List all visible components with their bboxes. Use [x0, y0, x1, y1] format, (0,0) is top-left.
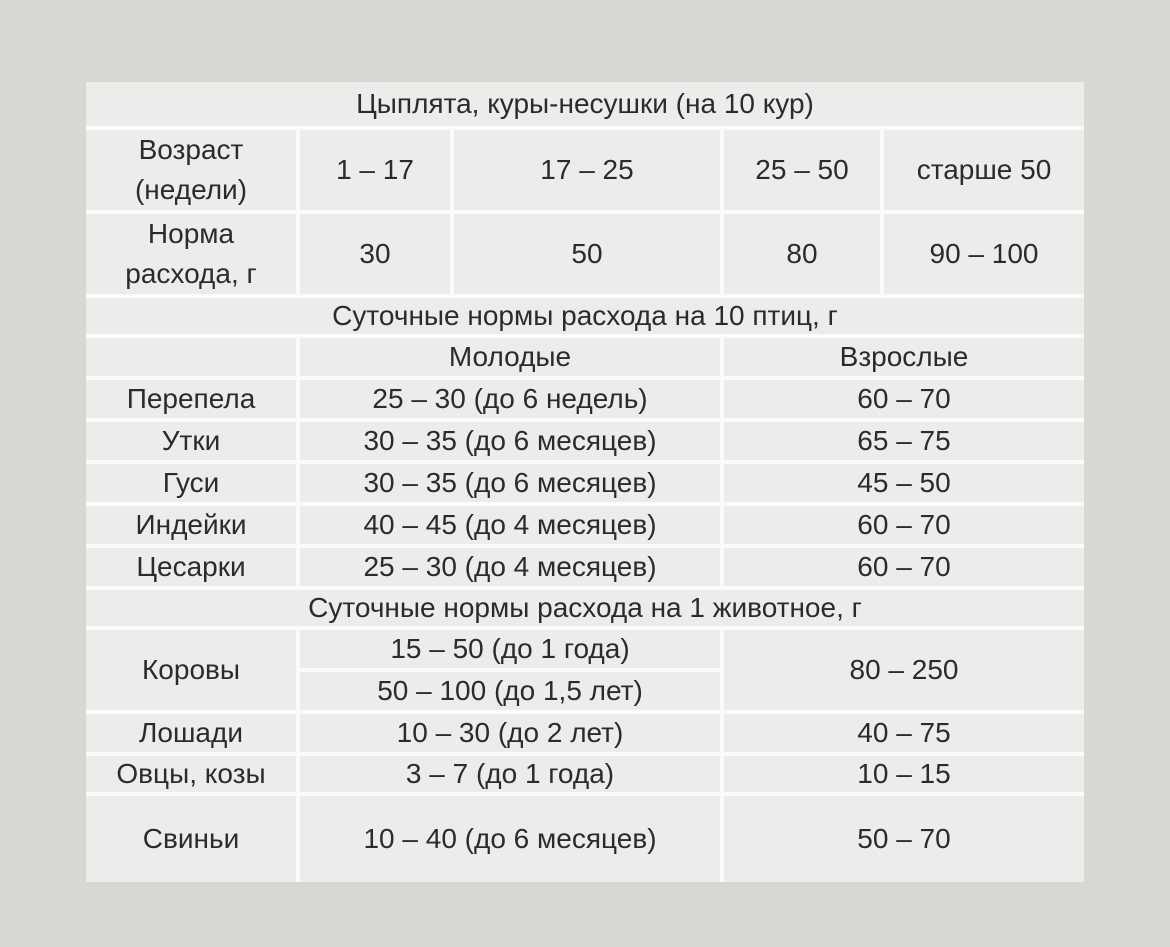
- age-2: 17 – 25: [454, 130, 720, 210]
- animal-adult: 40 – 75: [724, 714, 1084, 752]
- norm-2: 50: [454, 214, 720, 294]
- col-young-header: Молодые: [300, 338, 720, 376]
- age-4: старше 50: [884, 130, 1084, 210]
- animal-name: Лошади: [86, 714, 296, 752]
- bird-young: 30 – 35 (до 6 месяцев): [300, 464, 720, 502]
- norm-1: 30: [300, 214, 450, 294]
- bird-young: 25 – 30 (до 6 недель): [300, 380, 720, 418]
- birds-header-blank: [86, 338, 296, 376]
- animal-adult: 50 – 70: [724, 796, 1084, 882]
- animal-name: Свиньи: [86, 796, 296, 882]
- cows-adult: 80 – 250: [724, 630, 1084, 710]
- chickens-title: Цыплята, куры-несушки (на 10 кур): [86, 82, 1084, 126]
- bird-animal: Индейки: [86, 506, 296, 544]
- col-adult-header: Взрослые: [724, 338, 1084, 376]
- cows-young-2: 50 – 100 (до 1,5 лет): [300, 672, 720, 710]
- norm-label: Норма расхода, г: [86, 214, 296, 294]
- age-3: 25 – 50: [724, 130, 880, 210]
- animal-young: 3 – 7 (до 1 года): [300, 756, 720, 792]
- bird-adult: 45 – 50: [724, 464, 1084, 502]
- bird-adult: 60 – 70: [724, 548, 1084, 586]
- age-label: Возраст (недели): [86, 130, 296, 210]
- animal-young: 10 – 30 (до 2 лет): [300, 714, 720, 752]
- bird-animal: Перепела: [86, 380, 296, 418]
- cows-young-1: 15 – 50 (до 1 года): [300, 630, 720, 668]
- bird-young: 30 – 35 (до 6 месяцев): [300, 422, 720, 460]
- animal-young: 10 – 40 (до 6 месяцев): [300, 796, 720, 882]
- animal-name: Овцы, козы: [86, 756, 296, 792]
- bird-young: 40 – 45 (до 4 месяцев): [300, 506, 720, 544]
- bird-animal: Утки: [86, 422, 296, 460]
- bird-adult: 65 – 75: [724, 422, 1084, 460]
- norm-4: 90 – 100: [884, 214, 1084, 294]
- bird-animal: Цесарки: [86, 548, 296, 586]
- animal-adult: 10 – 15: [724, 756, 1084, 792]
- bird-adult: 60 – 70: [724, 506, 1084, 544]
- animals-title: Суточные нормы расхода на 1 животное, г: [86, 590, 1084, 626]
- birds-title: Суточные нормы расхода на 10 птиц, г: [86, 298, 1084, 334]
- feed-norms-table: [86, 82, 1084, 882]
- cows-animal: Коровы: [86, 630, 296, 710]
- bird-animal: Гуси: [86, 464, 296, 502]
- bird-young: 25 – 30 (до 4 месяцев): [300, 548, 720, 586]
- bird-adult: 60 – 70: [724, 380, 1084, 418]
- age-1: 1 – 17: [300, 130, 450, 210]
- norm-3: 80: [724, 214, 880, 294]
